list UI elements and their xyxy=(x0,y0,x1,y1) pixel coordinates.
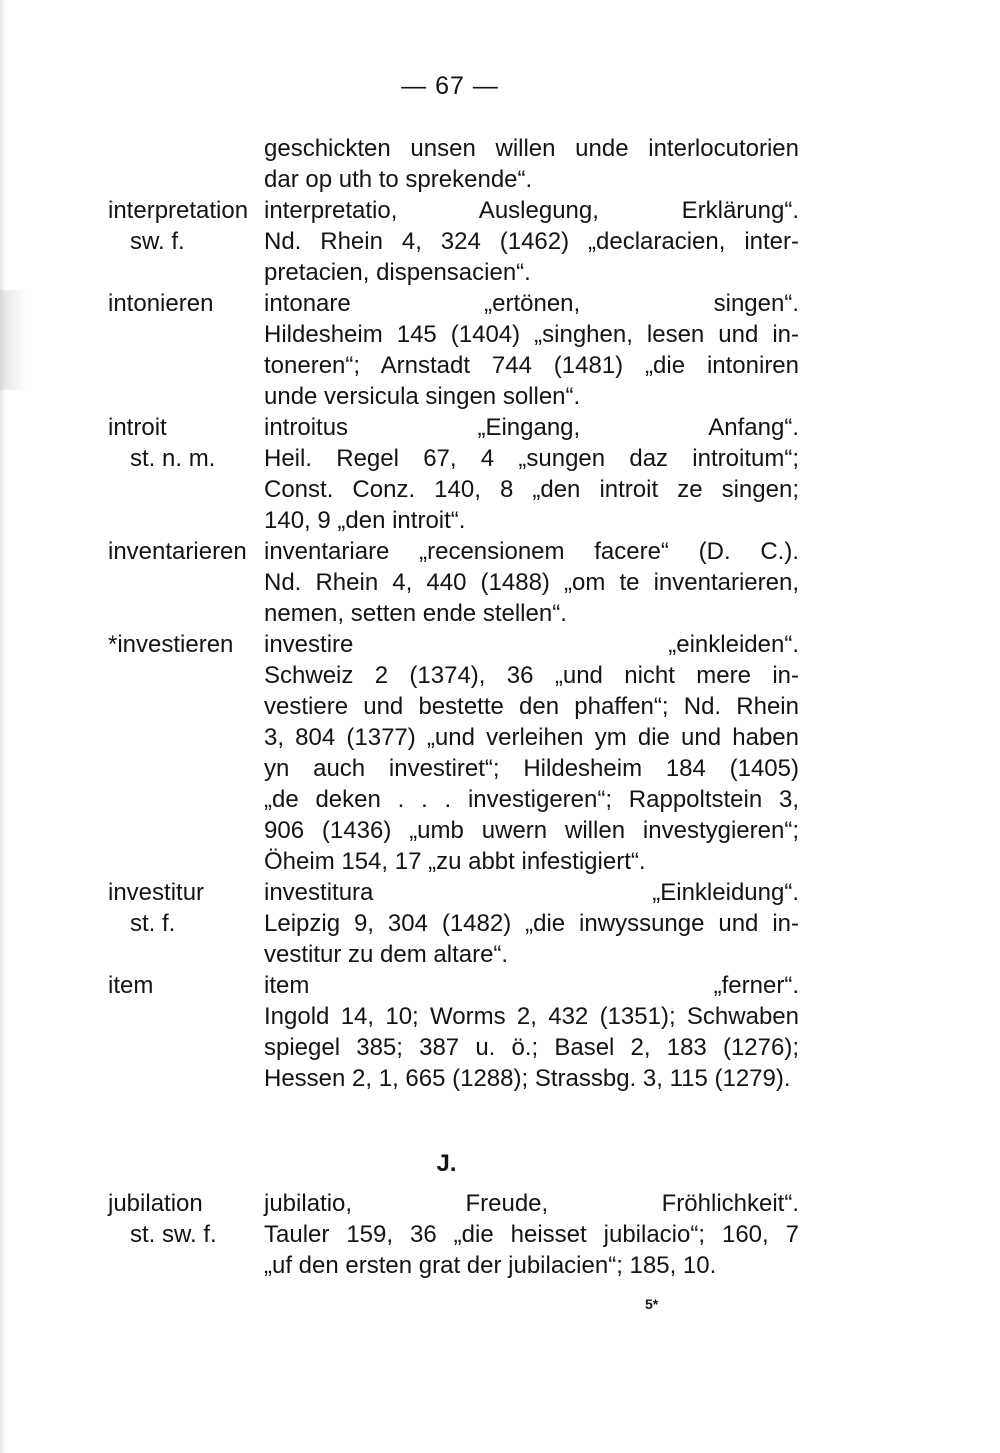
gloss-line: Ingold 14, 10; Worms 2, 432 (1351); Schwaben xyxy=(264,1003,799,1030)
grammar-label: st. n. m. xyxy=(130,445,216,472)
gloss-line: toneren“; Arnstadt 744 (1481) „die intoniren xyxy=(264,352,799,379)
headword-column xyxy=(0,970,264,1001)
gloss-line: Heil. Regel 67, 4 „sungen daz introitum“; xyxy=(264,445,799,472)
gloss-line: Schweiz 2 (1374), 36 „und nicht mere in- xyxy=(264,662,799,689)
dictionary-entry xyxy=(0,629,1000,877)
dictionary-entry xyxy=(0,133,1000,195)
gloss-line: nemen, setten ende stellen“. xyxy=(264,600,567,627)
headword-column xyxy=(0,288,264,319)
page-number: — 67 — xyxy=(401,72,499,100)
headword: interpretation xyxy=(108,197,249,224)
headword: item xyxy=(108,972,154,999)
gloss-text xyxy=(264,877,799,970)
headword: investitur xyxy=(108,879,205,906)
gloss-text xyxy=(264,133,799,195)
dictionary-entry xyxy=(0,877,1000,970)
gloss-text xyxy=(264,1188,799,1281)
gloss-line: introitus „Eingang, Anfang“. xyxy=(264,414,799,441)
gloss-line: „de deken . . . investigeren“; Rappoltstein 3, xyxy=(264,786,799,813)
headword-column xyxy=(0,195,264,257)
gloss-line: investitura „Einkleidung“. xyxy=(264,879,799,906)
gloss-line: Const. Conz. 140, 8 „den introit ze singen; xyxy=(264,476,799,503)
gloss-line: Leipzig 9, 304 (1482) „die inwyssunge und in- xyxy=(264,910,799,937)
headword-column xyxy=(0,1188,264,1250)
headword: jubilation xyxy=(108,1190,203,1217)
gloss-line: 906 (1436) „umb uwern willen investygieren“; xyxy=(264,817,799,844)
gloss-line: jubilatio, Freude, Fröhlichkeit“. xyxy=(264,1190,799,1217)
grammar-label: st. f. xyxy=(130,910,176,937)
headword-column xyxy=(0,877,264,939)
gloss-text xyxy=(264,536,799,629)
gloss-text xyxy=(264,970,799,1094)
gloss-line: „uf den ersten grat der jubilacien“; 185, 10. xyxy=(264,1252,717,1279)
gloss-line: pretacien, dispensacien“. xyxy=(264,259,531,286)
gloss-line: 140, 9 „den introit“. xyxy=(264,507,466,534)
dictionary-entry xyxy=(0,1188,1000,1281)
headword: *investieren xyxy=(108,631,234,658)
signature-mark: 5* xyxy=(645,1296,659,1312)
gloss-line: Nd. Rhein 4, 324 (1462) „declaracien, inter- xyxy=(264,228,799,255)
gloss-line: spiegel 385; 387 u. ö.; Basel 2, 183 (1276); xyxy=(264,1034,799,1061)
gloss-line: investire „einkleiden“. xyxy=(264,631,799,658)
gloss-line: Hildesheim 145 (1404) „singhen, lesen und in- xyxy=(264,321,799,348)
gloss-line: item „ferner“. xyxy=(264,972,799,999)
section-heading: J. xyxy=(436,1150,457,1177)
gloss-line: Nd. Rhein 4, 440 (1488) „om te inventarieren, xyxy=(264,569,799,596)
gloss-line: vestitur zu dem altare“. xyxy=(264,941,509,968)
dictionary-entry xyxy=(0,970,1000,1094)
dictionary-entry xyxy=(0,536,1000,629)
gloss-text xyxy=(264,412,799,536)
dictionary-entry xyxy=(0,288,1000,412)
gloss-line: dar op uth to sprekende“. xyxy=(264,166,533,193)
gloss-line: interpretatio, Auslegung, Erklärung“. xyxy=(264,197,799,224)
dictionary-entry xyxy=(0,412,1000,536)
dictionary-entries xyxy=(0,133,1000,1094)
headword-column xyxy=(0,536,264,567)
headword: intonieren xyxy=(108,290,214,317)
gloss-line: Hessen 2, 1, 665 (1288); Strassbg. 3, 115 (1279). xyxy=(264,1065,791,1092)
gloss-line: unde versicula singen sollen“. xyxy=(264,383,581,410)
gloss-line: Öheim 154, 17 „zu abbt infestigiert“. xyxy=(264,848,646,875)
gloss-text xyxy=(264,195,799,288)
headword: inventarieren xyxy=(108,538,247,565)
gloss-line: Tauler 159, 36 „die heisset jubilacio“; 160, 7 xyxy=(264,1221,799,1248)
headword-column xyxy=(0,412,264,474)
headword: introit xyxy=(108,414,167,441)
gloss-line: intonare „ertönen, singen“. xyxy=(264,290,799,317)
gloss-text xyxy=(264,288,799,412)
grammar-label: sw. f. xyxy=(130,228,185,255)
grammar-label: st. sw. f. xyxy=(130,1221,217,1248)
gloss-line: yn auch investiret“; Hildesheim 184 (1405) xyxy=(264,755,799,782)
dictionary-entries-j xyxy=(0,1188,1000,1281)
gloss-text xyxy=(264,629,799,877)
gloss-line: vestiere und bestette den phaffen“; Nd. Rhein xyxy=(264,693,799,720)
headword-column xyxy=(0,629,264,660)
gloss-line: geschickten unsen willen unde interlocutorien xyxy=(264,135,799,162)
gloss-line: 3, 804 (1377) „und verleihen ym die und haben xyxy=(264,724,799,751)
gloss-line: inventariare „recensionem facere“ (D. C.). xyxy=(264,538,799,565)
dictionary-entry xyxy=(0,195,1000,288)
